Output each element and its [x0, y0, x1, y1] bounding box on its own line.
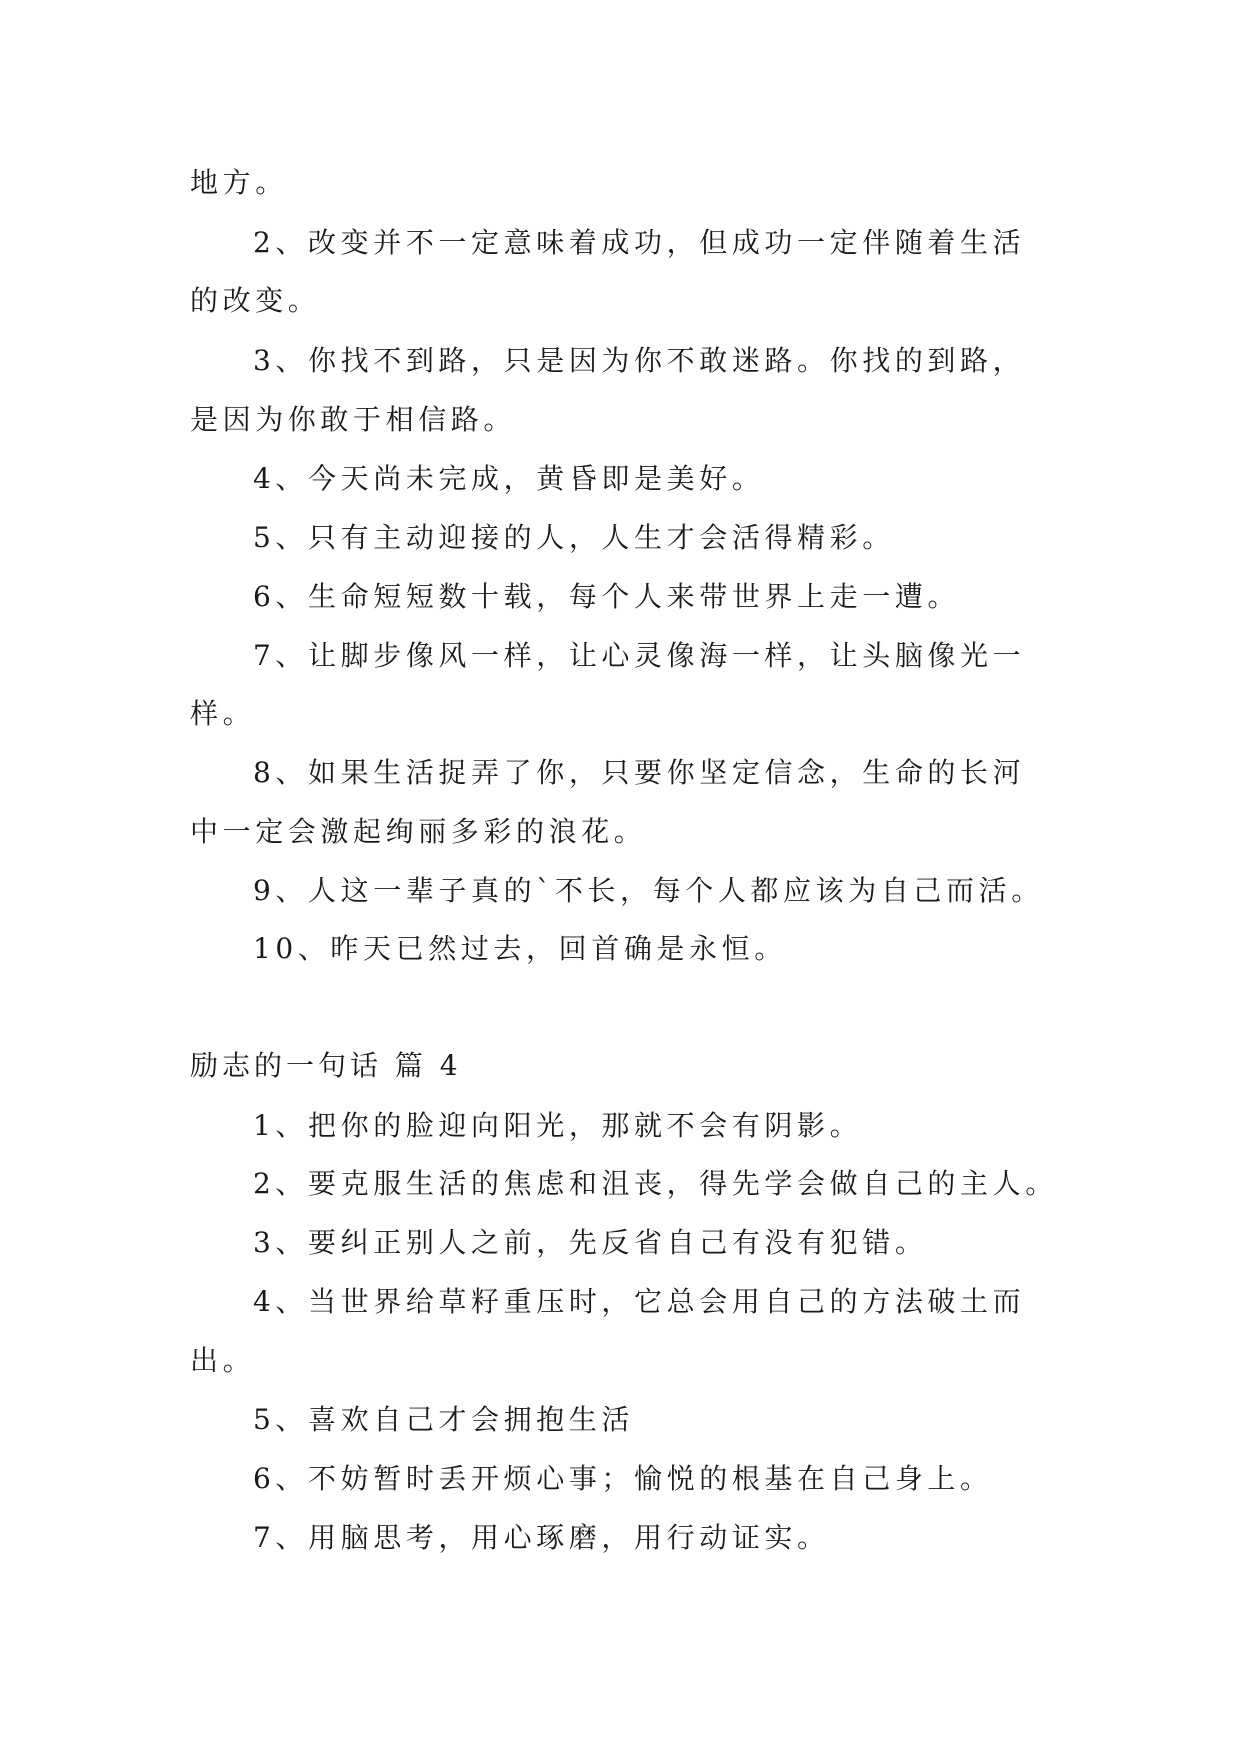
list-item-3-continuation: 是因为你敢于相信路。	[190, 403, 517, 436]
list-item-1: 1、把你的脸迎向阳光，那就不会有阴影。	[253, 1109, 863, 1142]
section-heading: 励志的一句话 篇 4	[190, 1049, 462, 1082]
list-item-3: 3、你找不到路，只是因为你不敢迷路。你找的到路，	[253, 344, 1026, 377]
list-item-4: 4、今天尚未完成，黄昏即是美好。	[253, 462, 765, 495]
list-item-4: 4、当世界给草籽重压时，它总会用自己的方法破土而	[253, 1285, 1026, 1318]
list-item-8-continuation: 中一定会激起绚丽多彩的浪花。	[190, 815, 647, 848]
list-item-2: 2、改变并不一定意味着成功，但成功一定伴随着生活	[253, 226, 1026, 259]
list-item-2-continuation: 的改变。	[190, 284, 321, 317]
list-item-10: 10、昨天已然过去，回首确是永恒。	[253, 932, 787, 965]
list-item-7-continuation: 样。	[190, 697, 256, 730]
paragraph-continuation: 地方。	[190, 166, 288, 199]
list-item-5: 5、只有主动迎接的人，人生才会活得精彩。	[253, 521, 895, 554]
list-item-6: 6、不妨暂时丢开烦心事；愉悦的根基在自己身上。	[253, 1462, 993, 1495]
list-item-5: 5、喜欢自己才会拥抱生活	[253, 1403, 635, 1436]
list-item-3: 3、要纠正别人之前，先反省自己有没有犯错。	[253, 1226, 928, 1259]
list-item-8: 8、如果生活捉弄了你，只要你坚定信念，生命的长河	[253, 756, 1026, 789]
list-item-9: 9、人这一辈子真的`不长，每个人都应该为自己而活。	[253, 874, 1044, 907]
list-item-7: 7、让脚步像风一样，让心灵像海一样，让头脑像光一	[253, 639, 1026, 672]
list-item-6: 6、生命短短数十载，每个人来带世界上走一遭。	[253, 580, 961, 613]
list-item-4-continuation: 出。	[190, 1344, 256, 1377]
list-item-2: 2、要克服生活的焦虑和沮丧，得先学会做自己的主人。	[253, 1167, 1058, 1200]
list-item-7: 7、用脑思考，用心琢磨，用行动证实。	[253, 1521, 830, 1554]
